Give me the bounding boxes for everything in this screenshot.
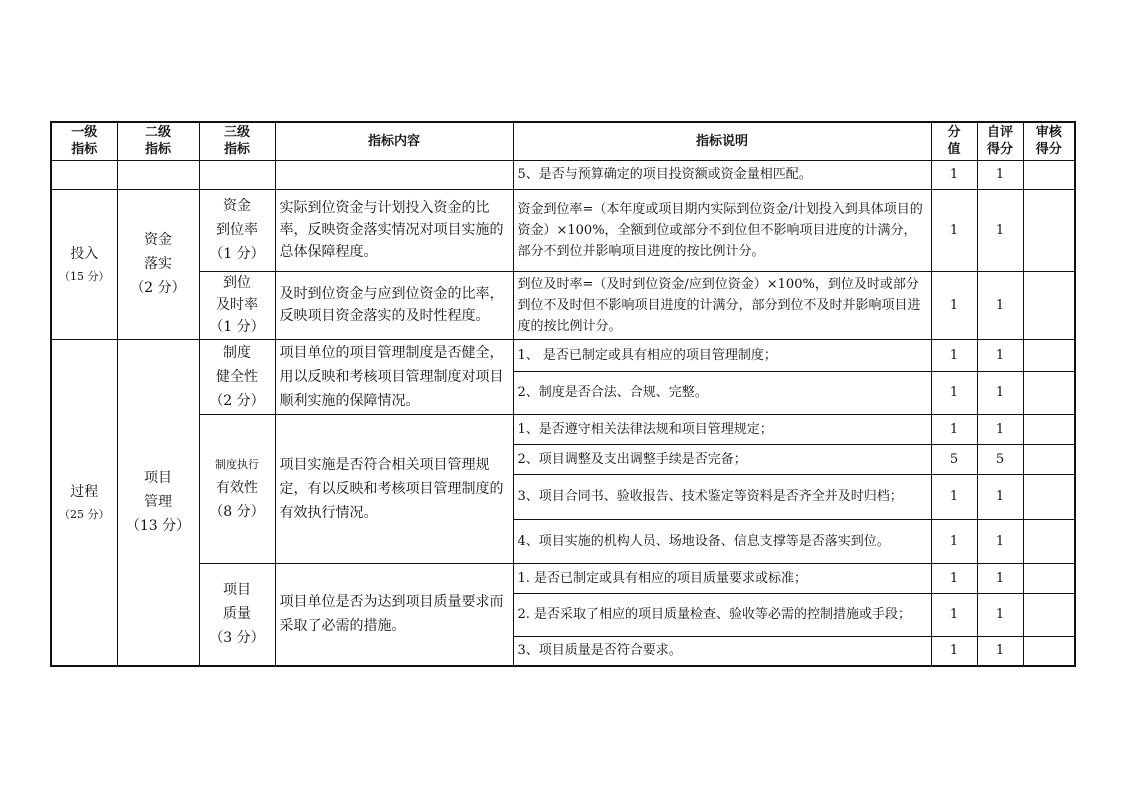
row-score: 1 [931,160,977,189]
header-row [51,122,1075,160]
row-self-score: 1 [977,371,1023,414]
header-content: 指标内容 [275,122,513,160]
level1-input-points: （15 分） [59,269,110,283]
level1-process-name: 过程 [70,483,99,500]
row-score: 1 [931,189,977,271]
row-score: 1 [931,474,977,519]
row-description: 资金到位率=（本年度或项目期内实际到位资金/计划投入到具体项目的资金）×100%，全额到位或部分不到位但不影响项目进度的计满分，部分不到位并影响项目进度的按比例计分。 [513,189,931,271]
row-self-score: 1 [977,414,1023,444]
level2-funding-name-b: 落实 [144,256,172,272]
row-content: 项目实施是否符合相关项目管理规定，有以反映和考核项目管理制度的有效执行情况。 [275,414,513,563]
level3-funding-rate: 资金 到位率 （1 分） [199,189,275,271]
level2-funding-name-a: 资金 [144,232,172,248]
table-row [51,160,1075,189]
row-description: 1、 是否已制定或具有相应的项目管理制度； [513,339,931,371]
row-score: 1 [931,636,977,666]
level1-input [51,189,117,339]
row-self-score: 1 [977,636,1023,666]
row-audit-score [1023,474,1075,519]
row-score: 1 [931,519,977,563]
row-self-score: 5 [977,444,1023,474]
row-self-score: 1 [977,160,1023,189]
row-score: 1 [931,593,977,636]
row-description: 2、制度是否合法、合规、完整。 [513,371,931,414]
row-self-score: 1 [977,474,1023,519]
row-self-score: 1 [977,519,1023,563]
table-row [51,339,1075,371]
row-description: 1、是否遵守相关法律法规和项目管理规定； [513,414,931,444]
row-audit-score [1023,271,1075,339]
row-self-score: 1 [977,189,1023,271]
level1-input-name: 投入 [70,245,99,262]
table-row [51,563,1075,593]
row-audit-score [1023,414,1075,444]
row-score: 5 [931,444,977,474]
row-description: 3、项目合同书、验收报告、技术鉴定等资料是否齐全并及时归档； [513,474,931,519]
level3-system-completeness: 制度 健全性 （2 分） [199,339,275,414]
row-audit-score [1023,636,1075,666]
level2-funding-points: （2 分） [130,280,186,296]
row-self-score: 1 [977,271,1023,339]
table-row [51,271,1075,339]
row-score: 1 [931,271,977,339]
row-description: 1. 是否已制定或具有相应的项目质量要求或标准； [513,563,931,593]
row-description: 2. 是否采取了相应的项目质量检查、验收等必需的控制措施或手段； [513,593,931,636]
row-score: 1 [931,339,977,371]
row-audit-score [1023,371,1075,414]
row-description: 3、项目质量是否符合要求。 [513,636,931,666]
row-audit-score [1023,160,1075,189]
table-row [51,189,1075,271]
level1-process [51,339,117,666]
level3-timely-rate: 到位 及时率 （1 分） [199,271,275,339]
row-audit-score [1023,563,1075,593]
table-row [51,414,1075,444]
header-description: 指标说明 [513,122,931,160]
header-level3: 三级 指标 [199,122,275,160]
row-self-score: 1 [977,563,1023,593]
row-audit-score [1023,189,1075,271]
level2-funding [117,189,199,339]
row-content: 项目单位是否为达到项目质量要求而采取了必需的措施。 [275,563,513,666]
row-description: 2、项目调整及支出调整手续是否完备； [513,444,931,474]
header-score: 分 值 [931,122,977,160]
row-description: 4、项目实施的机构人员、场地设备、信息支撑等是否落实到位。 [513,519,931,563]
row-self-score: 1 [977,339,1023,371]
row-content: 实际到位资金与计划投入资金的比率，反映资金落实情况对项目实施的总体保障程度。 [275,189,513,271]
row-score: 1 [931,371,977,414]
header-level1: 一级 指标 [51,122,117,160]
level1-process-points: （25 分） [59,507,110,521]
level3-system-execution: 制度执行 有效性 （8 分） [199,414,275,563]
row-description: 5、是否与预算确定的项目投资额或资金量相匹配。 [513,160,931,189]
row-score: 1 [931,563,977,593]
row-audit-score [1023,593,1075,636]
row-audit-score [1023,339,1075,371]
header-self-score: 自评 得分 [977,122,1023,160]
row-score: 1 [931,414,977,444]
row-audit-score [1023,519,1075,563]
level3-project-quality: 项目 质量 （3 分） [199,563,275,666]
header-level2: 二级 指标 [117,122,199,160]
row-content: 项目单位的项目管理制度是否健全，用以反映和考核项目管理制度对项目顺利实施的保障情况。 [275,339,513,414]
row-self-score: 1 [977,593,1023,636]
level2-project-management: 项目 管理 （13 分） [117,339,199,666]
evaluation-table [50,121,1076,667]
header-audit-score: 审核 得分 [1023,122,1075,160]
row-description: 到位及时率=（及时到位资金/应到位资金）×100%，到位及时或部分到位不及时但不影响项目进度的计满分，部分到位不及时并影响项目进度的按比例计分。 [513,271,931,339]
row-content: 及时到位资金与应到位资金的比率，反映项目资金落实的及时性程度。 [275,271,513,339]
row-audit-score [1023,444,1075,474]
